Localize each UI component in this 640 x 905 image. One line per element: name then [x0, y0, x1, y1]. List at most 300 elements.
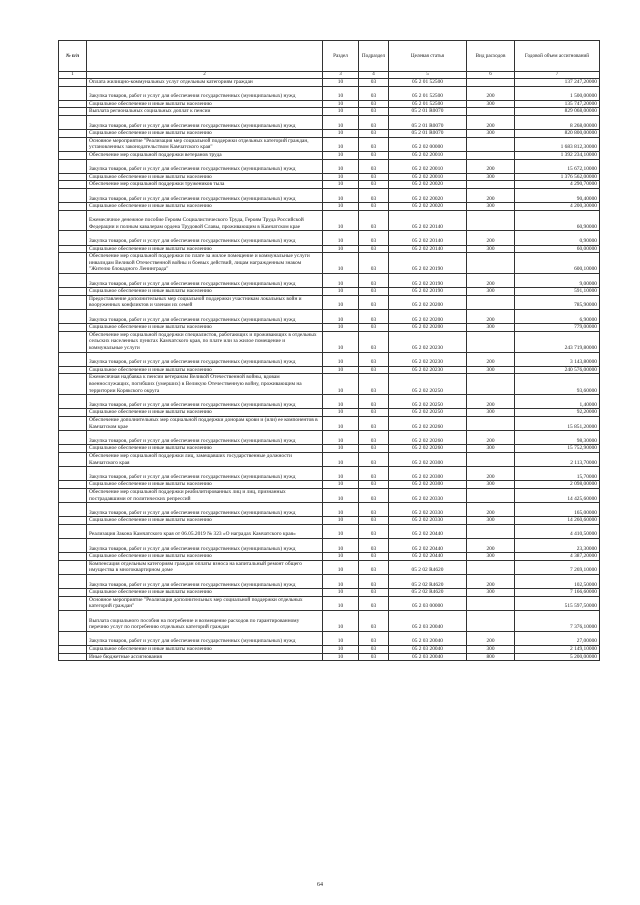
cell-target-article: 05 2 01 52500 [389, 86, 467, 100]
cell-razdel: 10 [323, 324, 359, 332]
cell-amount: 4 290,70000 [515, 181, 600, 189]
cell-target-article: 05 2 02 20300 [389, 467, 467, 481]
cell-name: Основное мероприятие "Реализация мер социальной поддержки отдельных категорий граждан, установленных законодательством Камчатского края" [87, 137, 323, 151]
cell-target-article: 05 2 02 20260 [389, 431, 467, 445]
col-index: 6 [467, 72, 515, 79]
cell-name: Обеспечение мер социальной поддержки реабилитированных лиц и лиц, признанных пострадавшими от политических репрессий [87, 488, 323, 502]
cell-amount: 15,70000 [515, 467, 600, 481]
cell-number [59, 188, 87, 202]
cell-expense-type: 300 [467, 366, 515, 374]
cell-number [59, 173, 87, 181]
cell-expense-type: 300 [467, 445, 515, 453]
cell-name: Основное мероприятие "Реализация дополнительных мер социальной поддержки отдельных категорий граждан" [87, 596, 323, 610]
cell-number [59, 366, 87, 374]
table-row [59, 503, 600, 517]
cell-expense-type [467, 295, 515, 309]
cell-amount: 4 410,50000 [515, 524, 600, 538]
cell-name: Реализация Закона Камчатского края от 06.05.2019 № 323 «О наградах Камчатского края» [87, 524, 323, 538]
cell-podrazdel: 03 [359, 611, 389, 632]
cell-podrazdel: 03 [359, 452, 389, 466]
col-index: 7 [515, 72, 600, 79]
cell-target-article: 05 2 02 20250 [389, 409, 467, 417]
cell-amount: 90,40000 [515, 188, 600, 202]
cell-name: Выплата социального пособия на погребение и возмещение расходов по гарантированному перечню услуг по погребению отдельных категорий граждан [87, 611, 323, 632]
cell-number [59, 481, 87, 489]
cell-expense-type: 300 [467, 130, 515, 138]
cell-target-article: 05 2 02 20140 [389, 210, 467, 231]
cell-amount: 600,10000 [515, 253, 600, 274]
cell-razdel: 10 [323, 108, 359, 116]
cell-expense-type [467, 560, 515, 574]
cell-target-article: 05 2 02 20200 [389, 310, 467, 324]
table-row [59, 416, 600, 430]
cell-name: Закупка товаров, работ и услуг для обеспечения государственных (муниципальных) нужд [87, 86, 323, 100]
table-row [59, 445, 600, 453]
cell-razdel: 10 [323, 159, 359, 173]
cell-number [59, 203, 87, 211]
cell-expense-type: 300 [467, 409, 515, 417]
cell-expense-type: 200 [467, 231, 515, 245]
cell-target-article: 05 2 02 R4620 [389, 589, 467, 597]
cell-amount: 820 800,00000 [515, 130, 600, 138]
cell-podrazdel: 03 [359, 295, 389, 309]
cell-name: Закупка товаров, работ и услуг для обеспечения государственных (муниципальных) нужд [87, 310, 323, 324]
cell-razdel: 10 [323, 331, 359, 352]
cell-expense-type [467, 611, 515, 632]
cell-number [59, 324, 87, 332]
cell-podrazdel: 03 [359, 245, 389, 253]
table-row [59, 86, 600, 100]
cell-target-article: 05 2 02 20250 [389, 395, 467, 409]
cell-podrazdel: 03 [359, 274, 389, 288]
cell-expense-type: 300 [467, 245, 515, 253]
cell-podrazdel: 03 [359, 231, 389, 245]
cell-number [59, 539, 87, 553]
cell-number [59, 79, 87, 87]
cell-podrazdel: 03 [359, 352, 389, 366]
table-row [59, 524, 600, 538]
cell-razdel: 10 [323, 539, 359, 553]
table-row [59, 245, 600, 253]
header-target-article: Целевая статья [389, 41, 467, 72]
cell-expense-type [467, 151, 515, 159]
cell-name: Закупка товаров, работ и услуг для обеспечения государственных (муниципальных) нужд [87, 539, 323, 553]
cell-number [59, 653, 87, 661]
cell-number [59, 331, 87, 352]
cell-razdel: 10 [323, 352, 359, 366]
cell-amount: 2 149,10000 [515, 645, 600, 653]
cell-expense-type: 200 [467, 352, 515, 366]
cell-target-article: 05 2 02 20190 [389, 288, 467, 296]
cell-amount: 137 247,20000 [515, 79, 600, 87]
table-row [59, 188, 600, 202]
cell-podrazdel: 03 [359, 416, 389, 430]
cell-expense-type [467, 108, 515, 116]
cell-name: Обеспечение мер социальной поддержки специалистов, работающих и проживающих в отдельных сельских населенных пунктах Камчатского края, по плате или за жилое помещение и коммунальные услуги [87, 331, 323, 352]
cell-expense-type: 200 [467, 159, 515, 173]
cell-razdel: 10 [323, 481, 359, 489]
cell-name: Социальное обеспечение и иные выплаты населению [87, 645, 323, 653]
cell-razdel: 10 [323, 517, 359, 525]
table-row [59, 395, 600, 409]
cell-expense-type: 300 [467, 173, 515, 181]
cell-amount: 3 143,80000 [515, 352, 600, 366]
cell-amount: 2 113,70000 [515, 452, 600, 466]
cell-number [59, 611, 87, 632]
cell-number [59, 645, 87, 653]
cell-target-article: 05 2 02 20190 [389, 253, 467, 274]
cell-name: Социальное обеспечение и иные выплаты населению [87, 553, 323, 561]
cell-podrazdel: 03 [359, 108, 389, 116]
column-index-row [59, 72, 600, 79]
cell-expense-type [467, 181, 515, 189]
cell-amount: 515 597,50000 [515, 596, 600, 610]
cell-podrazdel: 03 [359, 445, 389, 453]
cell-razdel: 10 [323, 374, 359, 395]
cell-name: Социальное обеспечение и иные выплаты населению [87, 288, 323, 296]
table-row [59, 467, 600, 481]
cell-number [59, 596, 87, 610]
cell-amount: 785,90000 [515, 295, 600, 309]
cell-razdel: 10 [323, 431, 359, 445]
cell-amount: 7 376,10000 [515, 611, 600, 632]
cell-target-article: 05 2 02 20230 [389, 331, 467, 352]
cell-razdel: 10 [323, 188, 359, 202]
cell-number [59, 409, 87, 417]
table-row [59, 173, 600, 181]
table-row [59, 431, 600, 445]
cell-podrazdel: 03 [359, 553, 389, 561]
table-row [59, 481, 600, 489]
cell-target-article: 05 2 02 20230 [389, 352, 467, 366]
cell-expense-type: 300 [467, 553, 515, 561]
cell-expense-type [467, 596, 515, 610]
cell-podrazdel: 03 [359, 503, 389, 517]
cell-target-article: 05 2 02 20140 [389, 231, 467, 245]
header-number: № п/п [59, 41, 87, 72]
table-row [59, 611, 600, 632]
cell-target-article: 05 2 01 R0070 [389, 130, 467, 138]
cell-number [59, 517, 87, 525]
table-row [59, 631, 600, 645]
cell-target-article: 05 2 03 00000 [389, 596, 467, 610]
cell-number [59, 467, 87, 481]
cell-razdel: 10 [323, 310, 359, 324]
cell-target-article: 05 2 02 20300 [389, 481, 467, 489]
cell-amount: 15 672,10000 [515, 159, 600, 173]
cell-razdel: 10 [323, 295, 359, 309]
cell-number [59, 631, 87, 645]
cell-razdel: 10 [323, 503, 359, 517]
table-row [59, 181, 600, 189]
cell-expense-type: 800 [467, 653, 515, 661]
cell-amount: 14 425,60000 [515, 488, 600, 502]
cell-name: Социальное обеспечение и иные выплаты населению [87, 245, 323, 253]
cell-number [59, 374, 87, 395]
cell-number [59, 452, 87, 466]
header-expense-type: Вид расходов [467, 41, 515, 72]
table-row [59, 310, 600, 324]
cell-amount: 4 200,30000 [515, 203, 600, 211]
cell-podrazdel: 03 [359, 374, 389, 395]
table-row [59, 159, 600, 173]
cell-target-article: 05 2 02 R4620 [389, 560, 467, 574]
cell-razdel: 10 [323, 589, 359, 597]
cell-target-article: 05 2 02 20330 [389, 488, 467, 502]
cell-target-article: 05 2 02 20020 [389, 181, 467, 189]
table-row [59, 553, 600, 561]
cell-expense-type: 300 [467, 324, 515, 332]
cell-razdel: 10 [323, 553, 359, 561]
cell-amount: 60,90000 [515, 210, 600, 231]
cell-razdel: 10 [323, 151, 359, 159]
cell-podrazdel: 03 [359, 203, 389, 211]
cell-target-article: 05 2 01 R0070 [389, 115, 467, 129]
cell-amount: 15 752,90000 [515, 445, 600, 453]
cell-expense-type: 300 [467, 589, 515, 597]
cell-podrazdel: 03 [359, 560, 389, 574]
cell-name: Предоставление дополнительных мер социальной поддержки участникам локальных войн и вооруженных конфликтов и членам их семей [87, 295, 323, 309]
cell-name: Социальное обеспечение и иные выплаты населению [87, 366, 323, 374]
table-row [59, 79, 600, 87]
cell-name: Закупка товаров, работ и услуг для обеспечения государственных (муниципальных) нужд [87, 231, 323, 245]
table-row [59, 331, 600, 352]
cell-amount: 0,90000 [515, 231, 600, 245]
cell-name: Закупка товаров, работ и услуг для обеспечения государственных (муниципальных) нужд [87, 159, 323, 173]
cell-expense-type: 200 [467, 575, 515, 589]
cell-name: Социальное обеспечение и иные выплаты населению [87, 173, 323, 181]
cell-target-article: 05 2 03 20040 [389, 631, 467, 645]
cell-podrazdel: 03 [359, 539, 389, 553]
cell-target-article: 05 2 01 R0070 [389, 108, 467, 116]
cell-number [59, 108, 87, 116]
cell-number [59, 431, 87, 445]
cell-podrazdel: 03 [359, 115, 389, 129]
table-row [59, 366, 600, 374]
cell-razdel: 10 [323, 203, 359, 211]
cell-podrazdel: 03 [359, 631, 389, 645]
cell-amount: 135 747,20000 [515, 100, 600, 108]
cell-target-article: 05 2 02 20300 [389, 452, 467, 466]
cell-expense-type: 200 [467, 395, 515, 409]
cell-expense-type: 200 [467, 274, 515, 288]
cell-podrazdel: 03 [359, 130, 389, 138]
header-annual-amount: Годовой объем ассигнований [515, 41, 600, 72]
cell-name: Обеспечение дополнительных мер социальной поддержки донорам крови и (или) ее компонентов в Камчатском крае [87, 416, 323, 430]
cell-target-article: 05 2 02 20020 [389, 203, 467, 211]
cell-target-article: 05 2 03 20040 [389, 611, 467, 632]
cell-expense-type: 300 [467, 288, 515, 296]
cell-number [59, 553, 87, 561]
cell-name: Обеспечение мер социальной поддержки по плате за жилое помещение и коммунальные услуги инвалидам Великой Отечественной войны и боевых действий, лицам награжденным знаком "Жителю блокадного Ленинграда" [87, 253, 323, 274]
cell-number [59, 100, 87, 108]
cell-target-article: 05 2 02 20440 [389, 524, 467, 538]
cell-target-article: 05 2 02 20010 [389, 173, 467, 181]
cell-number [59, 395, 87, 409]
table-row [59, 137, 600, 151]
cell-podrazdel: 03 [359, 645, 389, 653]
cell-amount: 98,30000 [515, 431, 600, 445]
table-row [59, 100, 600, 108]
cell-razdel: 10 [323, 86, 359, 100]
cell-amount: 8 268,00000 [515, 115, 600, 129]
cell-amount: 9,00000 [515, 274, 600, 288]
cell-amount: 1 500,00000 [515, 86, 600, 100]
cell-name: Социальное обеспечение и иные выплаты населению [87, 481, 323, 489]
table-row [59, 108, 600, 116]
cell-number [59, 575, 87, 589]
cell-expense-type: 200 [467, 503, 515, 517]
cell-podrazdel: 03 [359, 517, 389, 525]
cell-target-article: 05 2 02 20190 [389, 274, 467, 288]
cell-number [59, 137, 87, 151]
cell-name: Обеспечение мер социальной поддержки лиц, замещавших государственные должности Камчатского края [87, 452, 323, 466]
cell-target-article: 05 2 02 20250 [389, 374, 467, 395]
cell-target-article: 05 2 03 20040 [389, 653, 467, 661]
cell-expense-type [467, 331, 515, 352]
table-row [59, 589, 600, 597]
cell-podrazdel: 03 [359, 467, 389, 481]
table-row [59, 575, 600, 589]
cell-name: Обеспечение мер социальной поддержки тружеников тыла [87, 181, 323, 189]
cell-razdel: 10 [323, 524, 359, 538]
cell-target-article: 05 2 02 20440 [389, 539, 467, 553]
table-row [59, 452, 600, 466]
cell-razdel: 10 [323, 79, 359, 87]
cell-podrazdel: 03 [359, 481, 389, 489]
cell-razdel: 10 [323, 274, 359, 288]
col-index: 3 [323, 72, 359, 79]
cell-number [59, 295, 87, 309]
cell-expense-type: 300 [467, 645, 515, 653]
cell-amount: 92,20000 [515, 409, 600, 417]
cell-number [59, 253, 87, 274]
cell-number [59, 524, 87, 538]
cell-podrazdel: 03 [359, 79, 389, 87]
table-row [59, 203, 600, 211]
table-row [59, 130, 600, 138]
cell-razdel: 10 [323, 488, 359, 502]
cell-podrazdel: 03 [359, 596, 389, 610]
cell-number [59, 274, 87, 288]
cell-target-article: 05 2 02 20440 [389, 553, 467, 561]
cell-podrazdel: 03 [359, 589, 389, 597]
cell-name: Социальное обеспечение и иные выплаты населению [87, 130, 323, 138]
header-name [87, 41, 323, 72]
cell-razdel: 10 [323, 366, 359, 374]
cell-expense-type [467, 452, 515, 466]
table-body [59, 79, 600, 661]
cell-razdel: 10 [323, 416, 359, 430]
cell-target-article: 05 2 02 20200 [389, 295, 467, 309]
cell-expense-type: 300 [467, 203, 515, 211]
cell-expense-type [467, 524, 515, 538]
cell-name: Закупка товаров, работ и услуг для обеспечения государственных (муниципальных) нужд [87, 467, 323, 481]
table-row [59, 324, 600, 332]
cell-amount: 1 376 562,00000 [515, 173, 600, 181]
cell-name: Социальное обеспечение и иные выплаты населению [87, 324, 323, 332]
cell-razdel: 10 [323, 181, 359, 189]
table-row [59, 488, 600, 502]
cell-name: Социальное обеспечение и иные выплаты населению [87, 203, 323, 211]
cell-number [59, 416, 87, 430]
cell-expense-type: 200 [467, 115, 515, 129]
cell-podrazdel: 03 [359, 173, 389, 181]
header-podrazdel: Подраздел [359, 41, 389, 72]
col-index: 1 [59, 72, 87, 79]
cell-name: Социальное обеспечение и иные выплаты населению [87, 100, 323, 108]
cell-number [59, 159, 87, 173]
cell-amount: 5 200,00000 [515, 653, 600, 661]
cell-name: Закупка товаров, работ и услуг для обеспечения государственных (муниципальных) нужд [87, 431, 323, 445]
cell-podrazdel: 03 [359, 409, 389, 417]
cell-expense-type: 200 [467, 431, 515, 445]
cell-name: Оплата жилищно-коммунальных услуг отдельным категориям граждан [87, 79, 323, 87]
cell-amount: 243 719,80000 [515, 331, 600, 352]
cell-expense-type: 200 [467, 86, 515, 100]
cell-razdel: 10 [323, 173, 359, 181]
cell-number [59, 210, 87, 231]
cell-name: Компенсация отдельным категориям граждан оплаты взноса на капитальный ремонт общего имущества в многоквартирном доме [87, 560, 323, 574]
cell-podrazdel: 03 [359, 159, 389, 173]
cell-target-article: 05 2 02 20260 [389, 416, 467, 430]
cell-number [59, 130, 87, 138]
cell-target-article: 05 2 02 20010 [389, 159, 467, 173]
cell-number [59, 589, 87, 597]
cell-amount: 1 683 812,30000 [515, 137, 600, 151]
cell-razdel: 10 [323, 130, 359, 138]
cell-target-article: 05 2 02 20200 [389, 324, 467, 332]
cell-name: Закупка товаров, работ и услуг для обеспечения государственных (муниципальных) нужд [87, 274, 323, 288]
cell-razdel: 10 [323, 395, 359, 409]
cell-amount: 6,90000 [515, 310, 600, 324]
cell-target-article: 05 2 02 00000 [389, 137, 467, 151]
table-row [59, 560, 600, 574]
cell-expense-type: 300 [467, 100, 515, 108]
cell-podrazdel: 03 [359, 324, 389, 332]
cell-number [59, 503, 87, 517]
cell-name: Закупка товаров, работ и услуг для обеспечения государственных (муниципальных) нужд [87, 352, 323, 366]
cell-name: Закупка товаров, работ и услуг для обеспечения государственных (муниципальных) нужд [87, 575, 323, 589]
cell-name: Ежемесячная надбавка к пенсии ветеранам Великой Отечественной войны, вдовам военнослужащих, погибших (умерших) в Великую Отечественную войну, проживающим на территории Корякского округа [87, 374, 323, 395]
cell-number [59, 352, 87, 366]
cell-podrazdel: 03 [359, 181, 389, 189]
cell-number [59, 181, 87, 189]
cell-razdel: 10 [323, 645, 359, 653]
cell-number [59, 231, 87, 245]
cell-expense-type: 300 [467, 481, 515, 489]
cell-expense-type: 200 [467, 539, 515, 553]
cell-number [59, 488, 87, 502]
cell-amount: 23,30000 [515, 539, 600, 553]
cell-name: Закупка товаров, работ и услуг для обеспечения государственных (муниципальных) нужд [87, 503, 323, 517]
cell-name: Закупка товаров, работ и услуг для обеспечения государственных (муниципальных) нужд [87, 631, 323, 645]
cell-name: Социальное обеспечение и иные выплаты населению [87, 589, 323, 597]
cell-amount: 829 068,00000 [515, 108, 600, 116]
cell-expense-type: 200 [467, 310, 515, 324]
cell-expense-type [467, 416, 515, 430]
cell-name: Социальное обеспечение и иные выплаты населению [87, 517, 323, 525]
cell-amount: 240 576,00000 [515, 366, 600, 374]
cell-target-article: 05 2 01 52500 [389, 100, 467, 108]
cell-razdel: 10 [323, 611, 359, 632]
cell-expense-type [467, 79, 515, 87]
table-row [59, 596, 600, 610]
cell-amount: 165,00000 [515, 503, 600, 517]
cell-podrazdel: 03 [359, 151, 389, 159]
cell-number [59, 288, 87, 296]
cell-expense-type: 200 [467, 188, 515, 202]
